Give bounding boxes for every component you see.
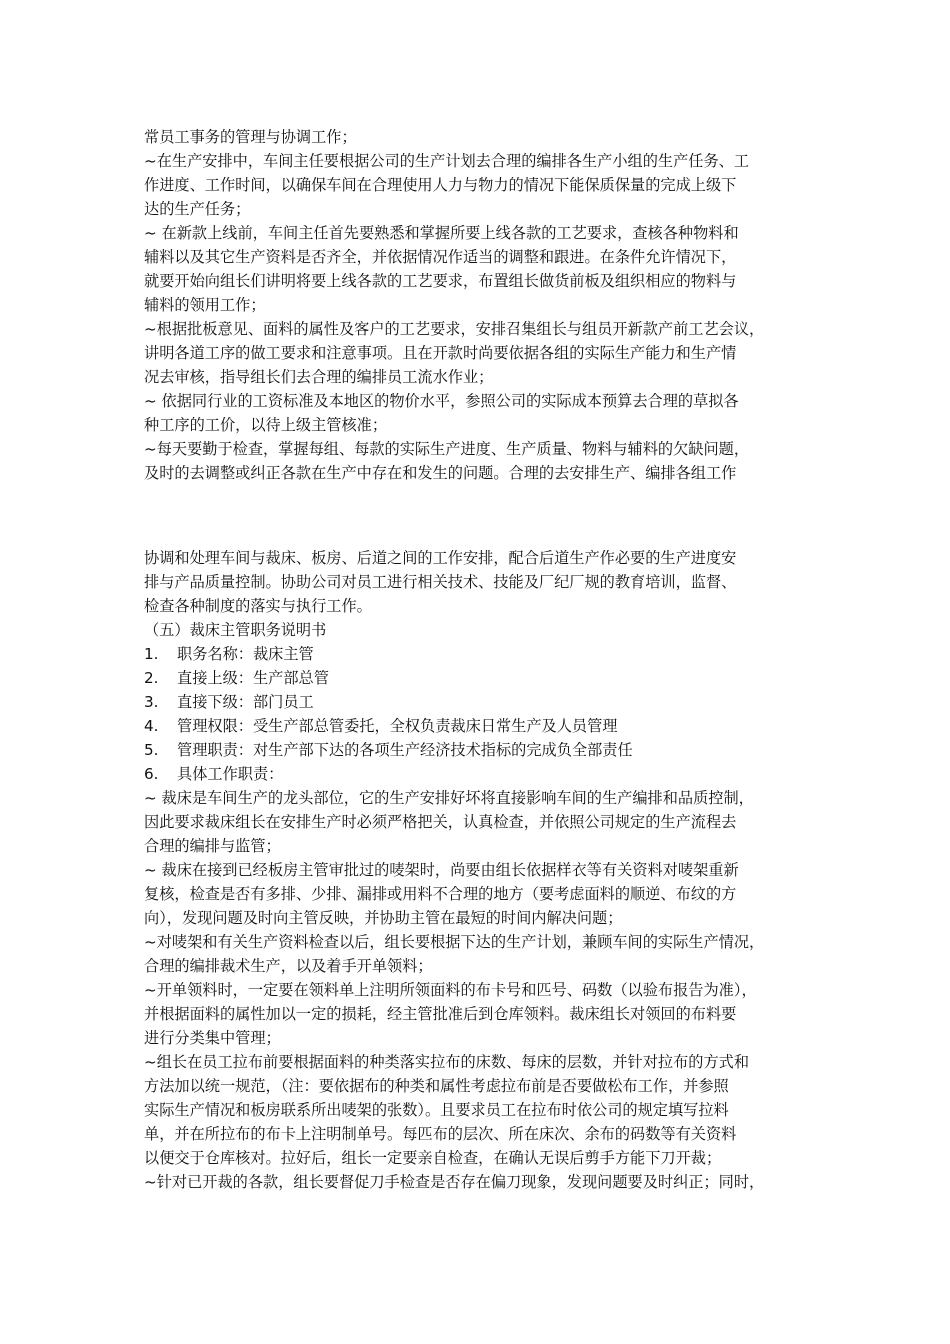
paragraph-line: ~ 裁床是车间生产的龙头部位，它的生产安排好坏将直接影响车间的生产编排和品质控制， [144, 789, 754, 807]
numbered-item [144, 714, 824, 738]
paragraph-line: 种工序的工价，以待上级主管核准； [144, 416, 387, 434]
numbered-item [144, 738, 824, 762]
paragraph-line: 协调和处理车间与裁床、板房、后道之间的工作安排，配合后道生产作必要的生产进度安 [144, 549, 737, 567]
paragraph-line: ~针对已开裁的各款，组长要督促刀手检查是否存在偏刀现象，发现问题要及时纠正；同时， [144, 1173, 765, 1191]
paragraph-line: 因此要求裁床组长在安排生产时必须严格把关，认真检查，并依照公司规定的生产流程去 [144, 813, 737, 831]
item-text: 职务名称：裁床主管 [177, 645, 314, 663]
paragraph-line: ~开单领料时，一定要在领料单上注明所领面料的布卡号和匹号、码数（以验布报告为准）， [144, 981, 757, 999]
text-block-production-manager [144, 125, 824, 485]
item-number: 5. [144, 741, 159, 759]
paragraph-line: ~根据批板意见、面料的属性及客户的工艺要求，安排召集组长与组员开新款产前工艺会议， [144, 320, 765, 338]
paragraph-line: 讲明各道工序的做工要求和注意事项。且在开款时尚要依据各组的实际生产能力和生产情 [144, 344, 737, 362]
item-number: 2. [144, 669, 159, 687]
paragraph-line: ~ 依据同行业的工资标准及本地区的物价水平，参照公司的实际成本预算去合理的草拟各 [144, 392, 739, 410]
paragraph-line: 单，并在所拉布的布卡上注明制单号。每匹布的层次、所在床次、余布的码数等有关资料 [144, 1125, 737, 1143]
paragraph-line: 检查各种制度的落实与执行工作。 [144, 597, 372, 615]
item-text: 管理权限：受生产部总管委托，全权负责裁床日常生产及人员管理 [177, 717, 618, 735]
item-number: 6. [144, 765, 159, 783]
paragraph-line: 排与产品质量控制。协助公司对员工进行相关技术、技能及厂纪厂规的教育培训，监督、 [144, 573, 737, 591]
numbered-item [144, 642, 824, 666]
paragraph-line: ~ 裁床在接到已经板房主管审批过的唛架时，尚要由组长依据样衣等有关资料对唛架重新 [144, 861, 739, 879]
paragraph-line: 及时的去调整或纠正各款在生产中存在和发生的问题。合理的去安排生产、编排各组工作 [144, 464, 737, 482]
paragraph-line: 况去审核，指导组长们去合理的编排员工流水作业； [144, 368, 494, 386]
paragraph-line: 复核，检查是否有多排、少排、漏排或用料不合理的地方（要考虑面料的顺逆、布纹的方 [144, 885, 737, 903]
paragraph-line: 辅料的领用工作； [144, 296, 266, 314]
paragraph-line: 进行分类集中管理； [144, 1029, 281, 1047]
paragraph-line: 辅料以及其它生产资料是否齐全，并依据情况作适当的调整和跟进。在条件允许情况下， [144, 248, 737, 266]
paragraph-line: 并根据面料的属性加以一定的损耗，经主管批准后到仓库领料。裁床组长对领回的布料要 [144, 1005, 737, 1023]
item-text: 管理职责：对生产部下达的各项生产经济技术指标的完成负全部责任 [177, 741, 633, 759]
numbered-item [144, 762, 824, 786]
item-text: 直接上级：生产部总管 [177, 669, 329, 687]
paragraph-line: 向），发现问题及时向主管反映，并协助主管在最短的时间内解决问题； [144, 909, 623, 927]
paragraph-line: ~在生产安排中，车间主任要根据公司的生产计划去合理的编排各生产小组的生产任务、工 [144, 152, 750, 170]
item-number: 1. [144, 645, 159, 663]
paragraph-line: 作进度、工作时间，以确保车间在合理使用人力与物力的情况下能保质保量的完成上级下 [144, 176, 737, 194]
paragraph-line: 就要开始向组长们讲明将要上线各款的工艺要求，布置组长做货前板及组织相应的物料与 [144, 272, 737, 290]
item-number: 4. [144, 717, 159, 735]
paragraph-line: 以便交于仓库核对。拉好后，组长一定要亲自检查，在确认无误后剪手方能下刀开裁； [144, 1149, 722, 1167]
paragraph-line: ~每天要勤于检查，掌握每组、每款的实际生产进度、生产质量、物料与辅料的欠缺问题， [144, 440, 750, 458]
numbered-item [144, 690, 824, 714]
section-heading: （五）裁床主管职务说明书 [144, 621, 327, 639]
paragraph-line: ~组长在员工拉布前要根据面料的种类落实拉布的床数、每床的层数，并针对拉布的方式和 [144, 1053, 750, 1071]
paragraph-line: 实际生产情况和板房联系所出唛架的张数）。且要求员工在拉布时依公司的规定填写拉料 [144, 1101, 729, 1119]
paragraph-line: 达的生产任务； [144, 200, 251, 218]
item-text: 具体工作职责： [177, 765, 284, 783]
paragraph-line: 方法加以统一规范，（注：要依据布的种类和属性考虑拉布前是否要做松布工作，并参照 [144, 1077, 729, 1095]
item-text: 直接下级：部门员工 [177, 693, 314, 711]
text-block-cutting-supervisor [144, 546, 824, 1194]
paragraph-line: ~ 在新款上线前，车间主任首先要熟悉和掌握所要上线各款的工艺要求，查核各种物料和 [144, 224, 739, 242]
numbered-item [144, 666, 824, 690]
paragraph-line: 合理的编排裁术生产，以及着手开单领料； [144, 957, 433, 975]
paragraph-line: 常员工事务的管理与协调工作； [144, 128, 357, 146]
paragraph-line: ~对唛架和有关生产资料检查以后，组长要根据下达的生产计划，兼顾车间的实际生产情况， [144, 933, 765, 951]
paragraph-line: 合理的编排与监管； [144, 837, 281, 855]
item-number: 3. [144, 693, 159, 711]
